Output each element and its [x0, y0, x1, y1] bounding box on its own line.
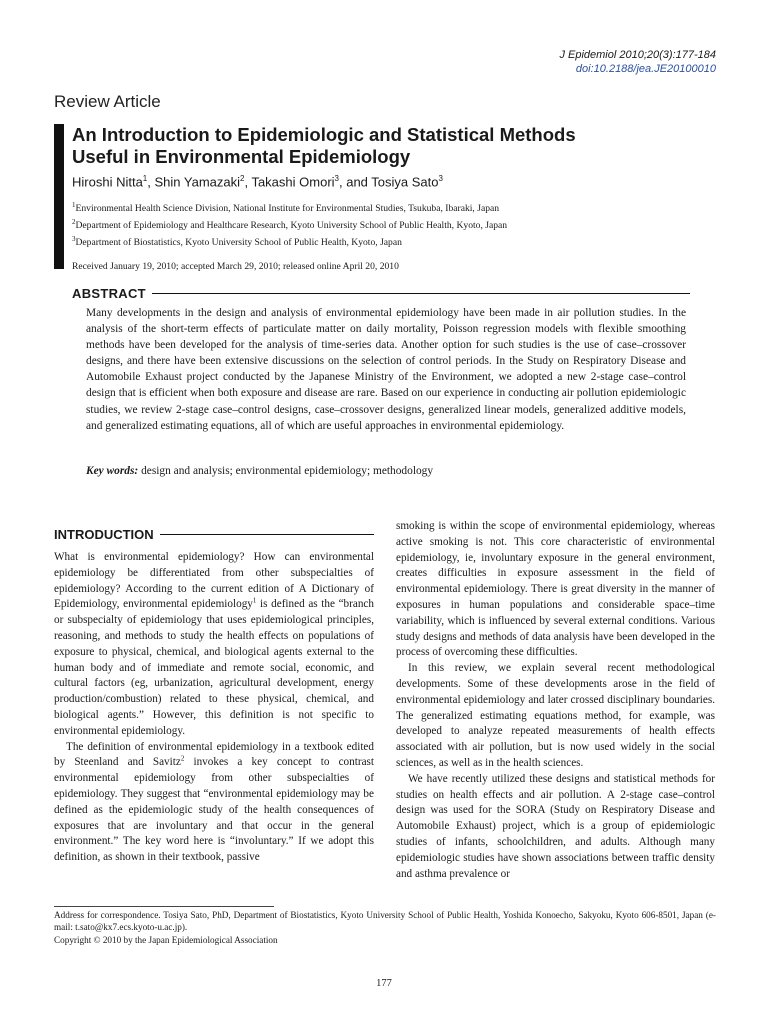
- affiliation-text: Environmental Health Science Division, National Institute for Environmental Studies, Tsukuba, Ibaraki, Japan: [75, 203, 500, 215]
- reference-mark[interactable]: 2: [180, 754, 185, 763]
- copyright-notice: Copyright © 2010 by the Japan Epidemiological Association: [54, 934, 278, 945]
- abstract-label: ABSTRACT: [72, 286, 146, 301]
- title-line-1: An Introduction to Epidemiologic and Statistical Methods: [72, 124, 576, 145]
- citation-text: J Epidemiol 2010;20(3):177-184: [559, 49, 716, 61]
- title-accent-bar: [54, 124, 64, 269]
- paragraph-text: is defined as the “branch or subspecialty of epidemiology that uses epidemiological principles, reasoning, and methods to study the health effects on populations of exposure to physical, chemical, and biological agents external to the human body and of immediate and remote social, economic, and cultural factors (eg, urbanization, agricultural development, energy production/combustion) related to these physical, chemical, and biological agents.” However, this definition is not specific to environmental epidemiology.: [54, 598, 374, 737]
- right-column: [396, 519, 715, 882]
- author-affiliation-mark: 3: [334, 174, 339, 183]
- introduction-rule: [160, 534, 374, 535]
- article-type: Review Article: [54, 92, 161, 111]
- paragraph-text: What is environmental epidemiology? How can environmental epidemiology be differentiated from other subspecialties of epidemiology? According to the current edition of A Dictionary of Epidemiology, environmental epidemiology: [54, 551, 374, 611]
- affiliation-item: [72, 199, 722, 216]
- reference-mark[interactable]: 1: [252, 596, 257, 605]
- journal-citation: [559, 48, 716, 76]
- correspondence-address: Address for correspondence. Tosiya Sato, PhD, Department of Biostatistics, Kyoto University School of Public Health, Yoshida Konoecho, Sakyoku, Kyoto 606-8501, Japan (e-mail: t.sato@kx7.ecs.kyoto-u.ac.jp).: [54, 910, 716, 933]
- intro-paragraph-1: [54, 550, 374, 740]
- author-separator: ,: [244, 174, 252, 190]
- introduction-label: INTRODUCTION: [54, 527, 154, 542]
- left-column: [54, 550, 374, 866]
- affiliation-mark: 1: [72, 201, 76, 210]
- page-number: 177: [376, 978, 392, 989]
- intro-paragraph-3: In this review, we explain several recent methodological developments. Some of these developments arose in the field of environmental epidemiology and later crossed disciplinary boundaries. The generalized estimating equations method, for example, was developed to analyze repeated measurements of health effects associated with air pollution, but is now used widely in the social sciences, as well as in the health sciences.: [396, 662, 715, 769]
- paragraph-text: invokes a key concept to contrast environmental epidemiology from other subspecialties of epidemiology. They suggest that “environmental epidemiology may be defined as the epidemiologic study of the health consequences of exposures that are involuntary and that occur in the general environment.” The key word here is “involuntary.” If we adopt this definition, as shown in their textbook, passive: [54, 756, 375, 864]
- intro-paragraph-2: [54, 740, 374, 866]
- abstract-rule: [152, 293, 690, 295]
- introduction-heading: [54, 527, 374, 542]
- author-separator: , and: [338, 174, 372, 190]
- article-title: [72, 124, 722, 168]
- author-affiliation-mark: 3: [438, 174, 443, 183]
- affiliation-text: Department of Biostatistics, Kyoto University School of Public Health, Kyoto, Japan: [75, 236, 402, 248]
- intro-paragraph-2-continued: smoking is within the scope of environmental epidemiology, whereas active smoking is not. This core characteristic of environmental epidemiology, ie, involuntary exposure in the general environment, creates difficulties in exposure assessment in the field of environmental epidemiology. There is great diversity in the manner of exposures in human populations and considerable space–time variability, which is influenced by several external conditions. Various study designs and methods of data analysis have been developed in the process of overcoming these difficulties.: [396, 520, 715, 659]
- affiliation-item: [72, 216, 722, 233]
- title-block: [72, 124, 722, 272]
- author-list: [72, 174, 722, 189]
- keywords-label: Key words:: [86, 465, 139, 477]
- abstract-heading: [72, 286, 690, 301]
- footnote: [54, 909, 716, 946]
- affiliation-mark: 2: [72, 218, 76, 227]
- author-separator: ,: [147, 174, 155, 190]
- affiliation-text: Department of Epidemiology and Healthcare Research, Kyoto University School of Public Health, Kyoto, Japan: [75, 220, 508, 232]
- author-name: Tosiya Sato: [371, 174, 439, 190]
- keywords: [86, 465, 686, 477]
- author-affiliation-mark: 1: [142, 174, 148, 183]
- author-name: Hiroshi Nitta: [72, 174, 143, 190]
- intro-paragraph-4: We have recently utilized these designs and statistical methods for studies on health effects and air pollution. A 2-stage case–control design was used for the SORA (Study on Respiratory Disease and Automobile Exhaust) project, which is a group of epidemiologic studies of infants, schoolchildren, and adults. Although many epidemiologic studies have shown associations between traffic density and asthma prevalence or: [396, 772, 715, 880]
- keywords-text: design and analysis; environmental epidemiology; methodology: [141, 465, 434, 477]
- author-name: Shin Yamazaki: [154, 174, 240, 190]
- affiliation-item: [72, 233, 722, 250]
- publication-history: Received January 19, 2010; accepted March 29, 2010; released online April 20, 2010: [72, 261, 399, 273]
- title-line-2: Useful in Environmental Epidemiology: [72, 146, 411, 167]
- paragraph-text: The definition of environmental epidemiology in a textbook edited by Steenland and Savitz: [54, 740, 374, 769]
- footnote-rule: [54, 906, 274, 907]
- author-name: Takashi Omori: [251, 174, 335, 190]
- abstract-text: Many developments in the design and analysis of environmental epidemiology have been made in air pollution studies. In the analysis of the short-term effects of particulate matter on daily mortality, Poisson regression models with flexible smoothing methods have been developed for the analysis of time-series data. Another option for such studies is the use of case–crossover designs, and there have been extensive discussions on the selection of control periods. In the Study on Respiratory Disease and Automobile Exhaust project conducted by the Japanese Ministry of the Environment, we adopted a new 2-stage case–control design that is efficient when both exposure and disease are rare. Based on our experience in conducting air pollution epidemiologic studies, we review 2-stage case–control designs, case–crossover designs, generalized linear models, generalized additive models, and generalized estimating equations, all of which are useful approaches in environmental epidemiology.: [86, 307, 686, 432]
- affiliation-list: [72, 199, 722, 249]
- author-affiliation-mark: 2: [240, 174, 245, 183]
- affiliation-mark: 3: [72, 234, 76, 243]
- doi-link[interactable]: doi:10.2188/jea.JE20100010: [575, 63, 716, 75]
